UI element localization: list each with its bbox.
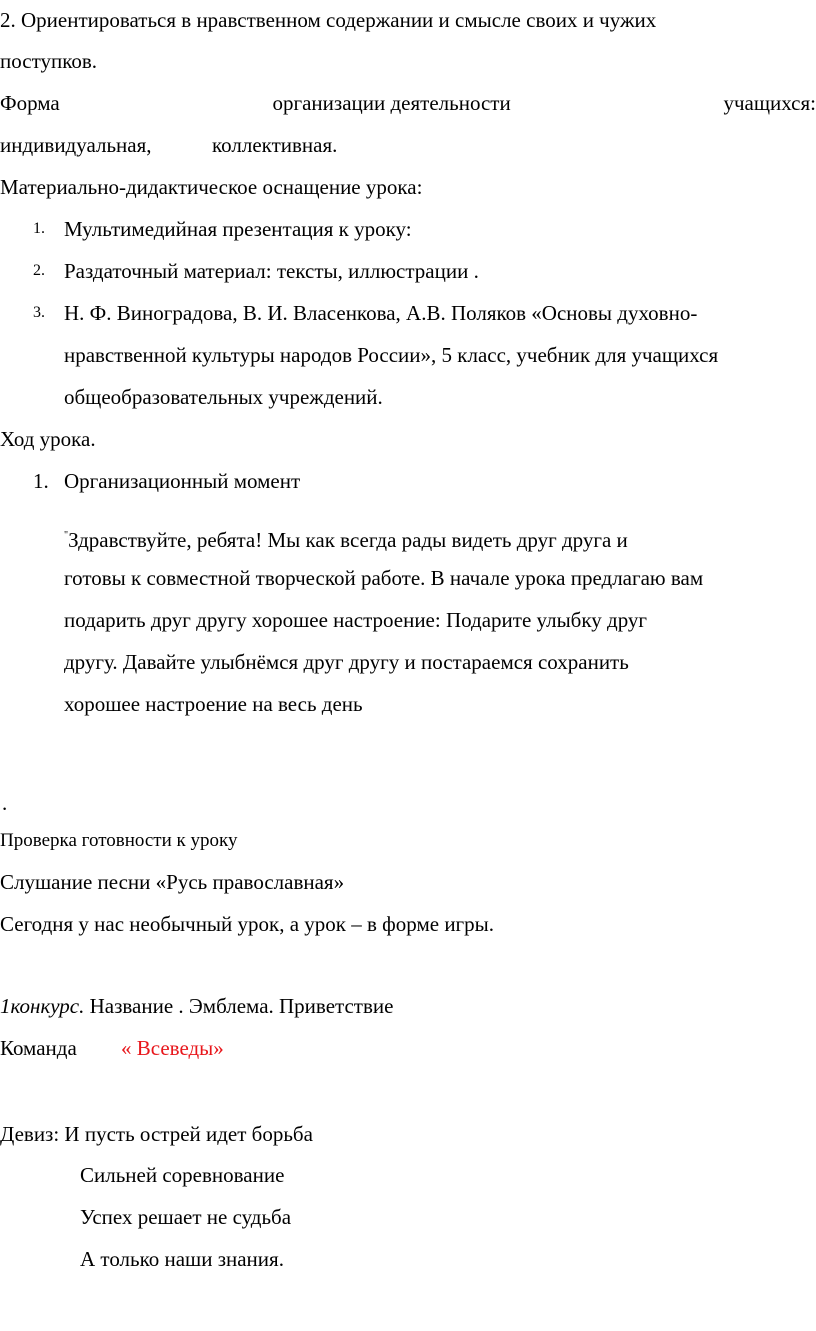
form-line-2b: коллективная. (212, 133, 338, 157)
motto-line: Успех решает не судьба (80, 1205, 292, 1229)
contest-line (0, 993, 393, 1019)
readiness-check: Проверка готовности к уроку (0, 830, 238, 851)
quote-mark: " (64, 530, 69, 541)
form-word-2: организации деятельности (272, 91, 511, 115)
list-item-text: Раздаточный материал: тексты, иллюстрации . (64, 259, 479, 283)
list-item-text: Н. Ф. Виноградова, В. И. Власенкова, А.В. Поляков «Основы духовно- (64, 301, 698, 325)
motto-line: Сильней соревнование (80, 1163, 285, 1187)
step-number: 1. (33, 469, 49, 493)
greeting-line: подарить друг другу хорошее настроение: Подарите улыбку друг (64, 608, 648, 632)
list-item-number: 1. (33, 220, 45, 237)
equipment-heading: Материально-дидактическое оснащение урока: (0, 175, 423, 199)
form-line (0, 90, 816, 116)
lesson-heading: Ход урока. (0, 427, 96, 451)
goal-line-2: поступков. (0, 49, 98, 73)
form-word-3: учащихся: (723, 91, 816, 115)
greeting-line: "Здравствуйте, ребята! Мы как всегда рады видеть друг друга и (64, 528, 628, 552)
greeting-line: готовы к совместной творческой работе. В начале урока предлагаю вам (64, 566, 704, 590)
greeting-line: другу. Давайте улыбнёмся друг другу и постараемся сохранить (64, 650, 629, 674)
stray-dot: . (2, 791, 8, 815)
list-item-text: общеобразовательных учреждений. (64, 385, 383, 409)
motto-line: Девиз: И пусть острей идет борьба (0, 1122, 313, 1146)
contest-label: 1конкурс. (0, 994, 85, 1018)
team-label: Команда (0, 1036, 77, 1060)
list-item-number: 3. (33, 304, 45, 321)
form-line-2a: индивидуальная, (0, 133, 152, 157)
list-item-number: 2. (33, 262, 45, 279)
list-item-text: нравственной культуры народов России», 5 класс, учебник для учащихся (64, 343, 719, 367)
today-line: Сегодня у нас необычный урок, а урок – в форме игры. (0, 912, 495, 936)
form-word-1: Форма (0, 91, 60, 115)
goal-line-1: 2. Ориентироваться в нравственном содержании и смысле своих и чужих (0, 8, 657, 32)
motto-line: А только наши знания. (80, 1247, 284, 1271)
greeting-line: хорошее настроение на весь день (64, 692, 363, 716)
step-title: Организационный момент (64, 469, 301, 493)
list-item-text: Мультимедийная презентация к уроку: (64, 217, 412, 241)
team-name: « Всеведы» (121, 1036, 224, 1060)
contest-items: Название . Эмблема. Приветствие (84, 994, 394, 1018)
song-line: Слушание песни «Русь православная» (0, 870, 345, 894)
